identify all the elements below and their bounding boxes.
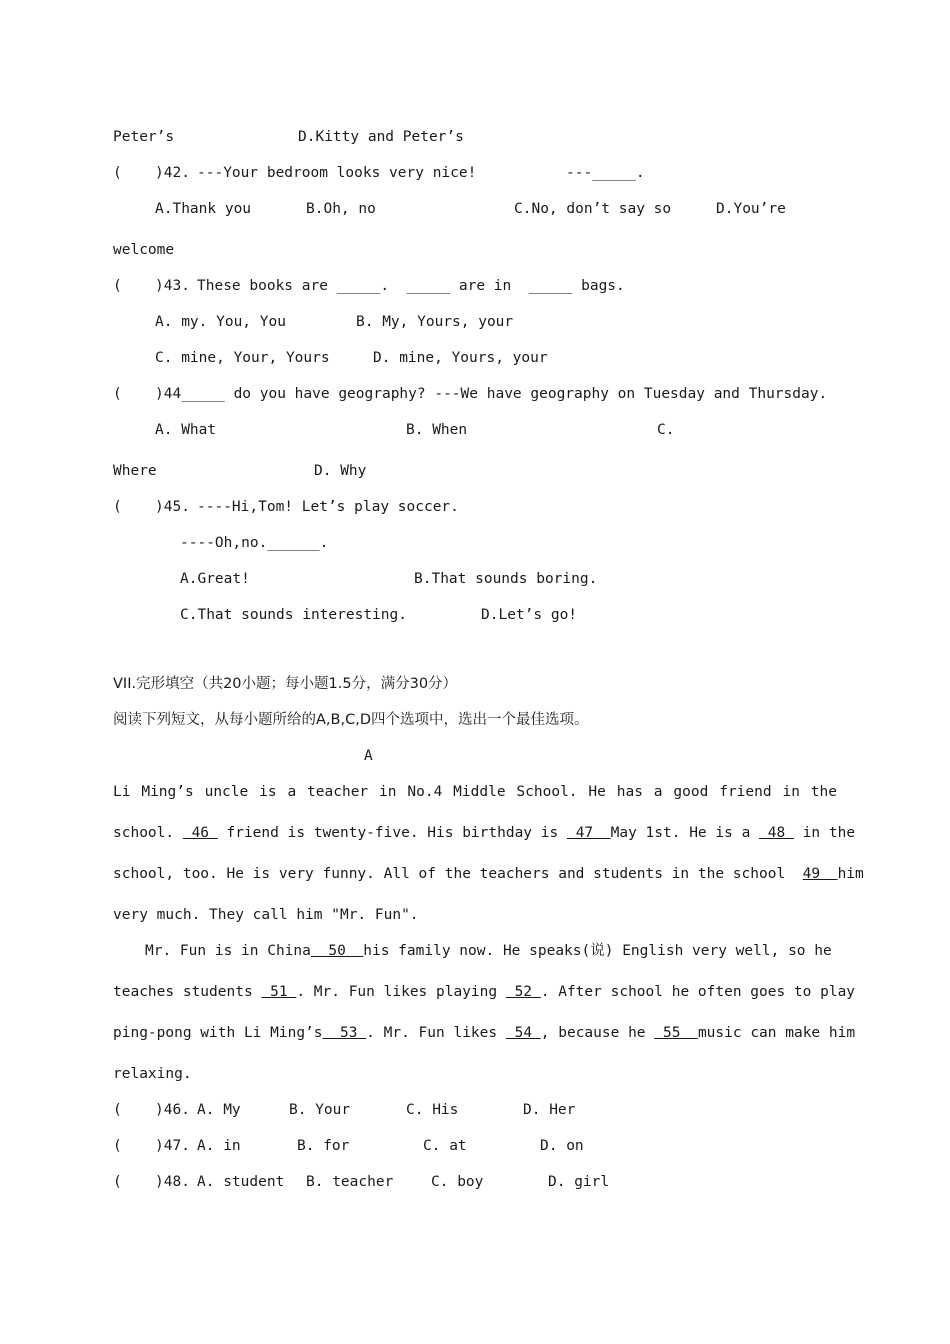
passage-line-4: very much. They call him "Mr. Fun". (113, 907, 419, 923)
passage-line-6: teaches students 51 . Mr. Fun likes playing 52 . After school he often goes to play (113, 984, 856, 1000)
q44-stem: )44_____ do you have geography? ---We have geography on Tuesday and Thursday. (155, 386, 828, 402)
q48-paren: ( (113, 1174, 122, 1190)
q47-option-d: D. on (540, 1138, 584, 1154)
passage-label: A (364, 748, 373, 764)
q42-option-c: C.No, don’t say so (514, 201, 672, 217)
q41-option-d: D.Kitty and Peter’s (298, 129, 464, 145)
passage-line-2: school. 46 friend is twenty-five. His birthday is 47 May 1st. He is a 48 in the (113, 825, 856, 841)
blank-46: 46 (182, 825, 218, 841)
q44-option-a: A. What (155, 422, 217, 438)
passage-line-1: Li Ming’s uncle is a teacher in No.4 Middle School. He has a good friend in the (113, 784, 837, 800)
q42-stem: ---Your bedroom looks very nice! (197, 165, 477, 181)
q42-option-a: A.Thank you (155, 201, 252, 217)
q44-option-d: D. Why (314, 463, 367, 479)
blank-53: 53 (322, 1025, 367, 1041)
q43-paren: ( (113, 278, 122, 294)
blank-50: 50 (310, 943, 364, 959)
q46-option-a: A. My (197, 1102, 241, 1118)
q42-option-d: D.You’re (716, 201, 786, 217)
q48-option-a: A. student (197, 1174, 285, 1190)
q42-option-b: B.Oh, no (306, 201, 376, 217)
q47-option-a: A. in (197, 1138, 241, 1154)
q44-paren: ( (113, 386, 122, 402)
passage-line-3: school, too. He is very funny. All of the teachers and students in the school 49 him (113, 866, 864, 882)
q45-stem: ----Hi,Tom! Let’s play soccer. (197, 499, 459, 515)
q48-option-d: D. girl (548, 1174, 610, 1190)
q43-option-b: B. My, Yours, your (356, 314, 514, 330)
q43-option-c: C. mine, Your, Yours (155, 350, 330, 366)
blank-49: 49 (802, 866, 838, 882)
blank-47: 47 (566, 825, 611, 841)
blank-54: 54 (505, 1025, 541, 1041)
passage-line-7: ping-pong with Li Ming’s 53 . Mr. Fun likes 54 , because he 55 music can make him (113, 1025, 856, 1041)
section-instruction: 阅读下列短文，从每小题所给的A,B,C,D四个选项中，选出一个最佳选项。 (113, 712, 589, 728)
q46-option-b: B. Your (289, 1102, 351, 1118)
q44-option-b: B. When (406, 422, 468, 438)
passage-line-5: Mr. Fun is in China 50 his family now. He speaks(说) English very well, so he (145, 943, 832, 959)
q42-reply: ---_____. (566, 165, 645, 181)
q46-option-c: C. His (406, 1102, 459, 1118)
blank-51: 51 (261, 984, 297, 1000)
blank-55: 55 (654, 1025, 698, 1041)
q42-number: )42. (155, 165, 190, 181)
q44-option-c: C. (657, 422, 675, 438)
q43-stem: These books are _____. _____ are in _____ bags. (197, 278, 625, 294)
q41-option-c-tail: Peter’s (113, 129, 175, 145)
q48-option-b: B. teacher (306, 1174, 394, 1190)
q45-number: )45. (155, 499, 190, 515)
q42-option-d-wrap: welcome (113, 242, 175, 258)
q42-paren: ( (113, 165, 122, 181)
q48-option-c: C. boy (431, 1174, 484, 1190)
blank-52: 52 (505, 984, 541, 1000)
q45-paren: ( (113, 499, 122, 515)
q45-option-c: C.That sounds interesting. (180, 607, 407, 623)
q47-number: )47. (155, 1138, 190, 1154)
section-title: VII.完形填空（共20小题；每小题1.5分，满分30分） (113, 676, 458, 692)
q46-number: )46. (155, 1102, 190, 1118)
q43-number: )43. (155, 278, 190, 294)
q44-option-c-wrap: Where (113, 463, 157, 479)
q43-option-d: D. mine, Yours, your (373, 350, 548, 366)
q45-reply: ----Oh,no.______. (180, 535, 329, 551)
q47-option-c: C. at (423, 1138, 467, 1154)
passage-line-8: relaxing. (113, 1066, 192, 1082)
q47-option-b: B. for (297, 1138, 350, 1154)
q48-number: )48. (155, 1174, 190, 1190)
q46-paren: ( (113, 1102, 122, 1118)
q46-option-d: D. Her (523, 1102, 576, 1118)
q47-paren: ( (113, 1138, 122, 1154)
q45-option-d: D.Let’s go! (481, 607, 578, 623)
q45-option-b: B.That sounds boring. (414, 571, 598, 587)
q43-option-a: A. my. You, You (155, 314, 286, 330)
blank-48: 48 (759, 825, 794, 841)
q45-option-a: A.Great! (180, 571, 250, 587)
